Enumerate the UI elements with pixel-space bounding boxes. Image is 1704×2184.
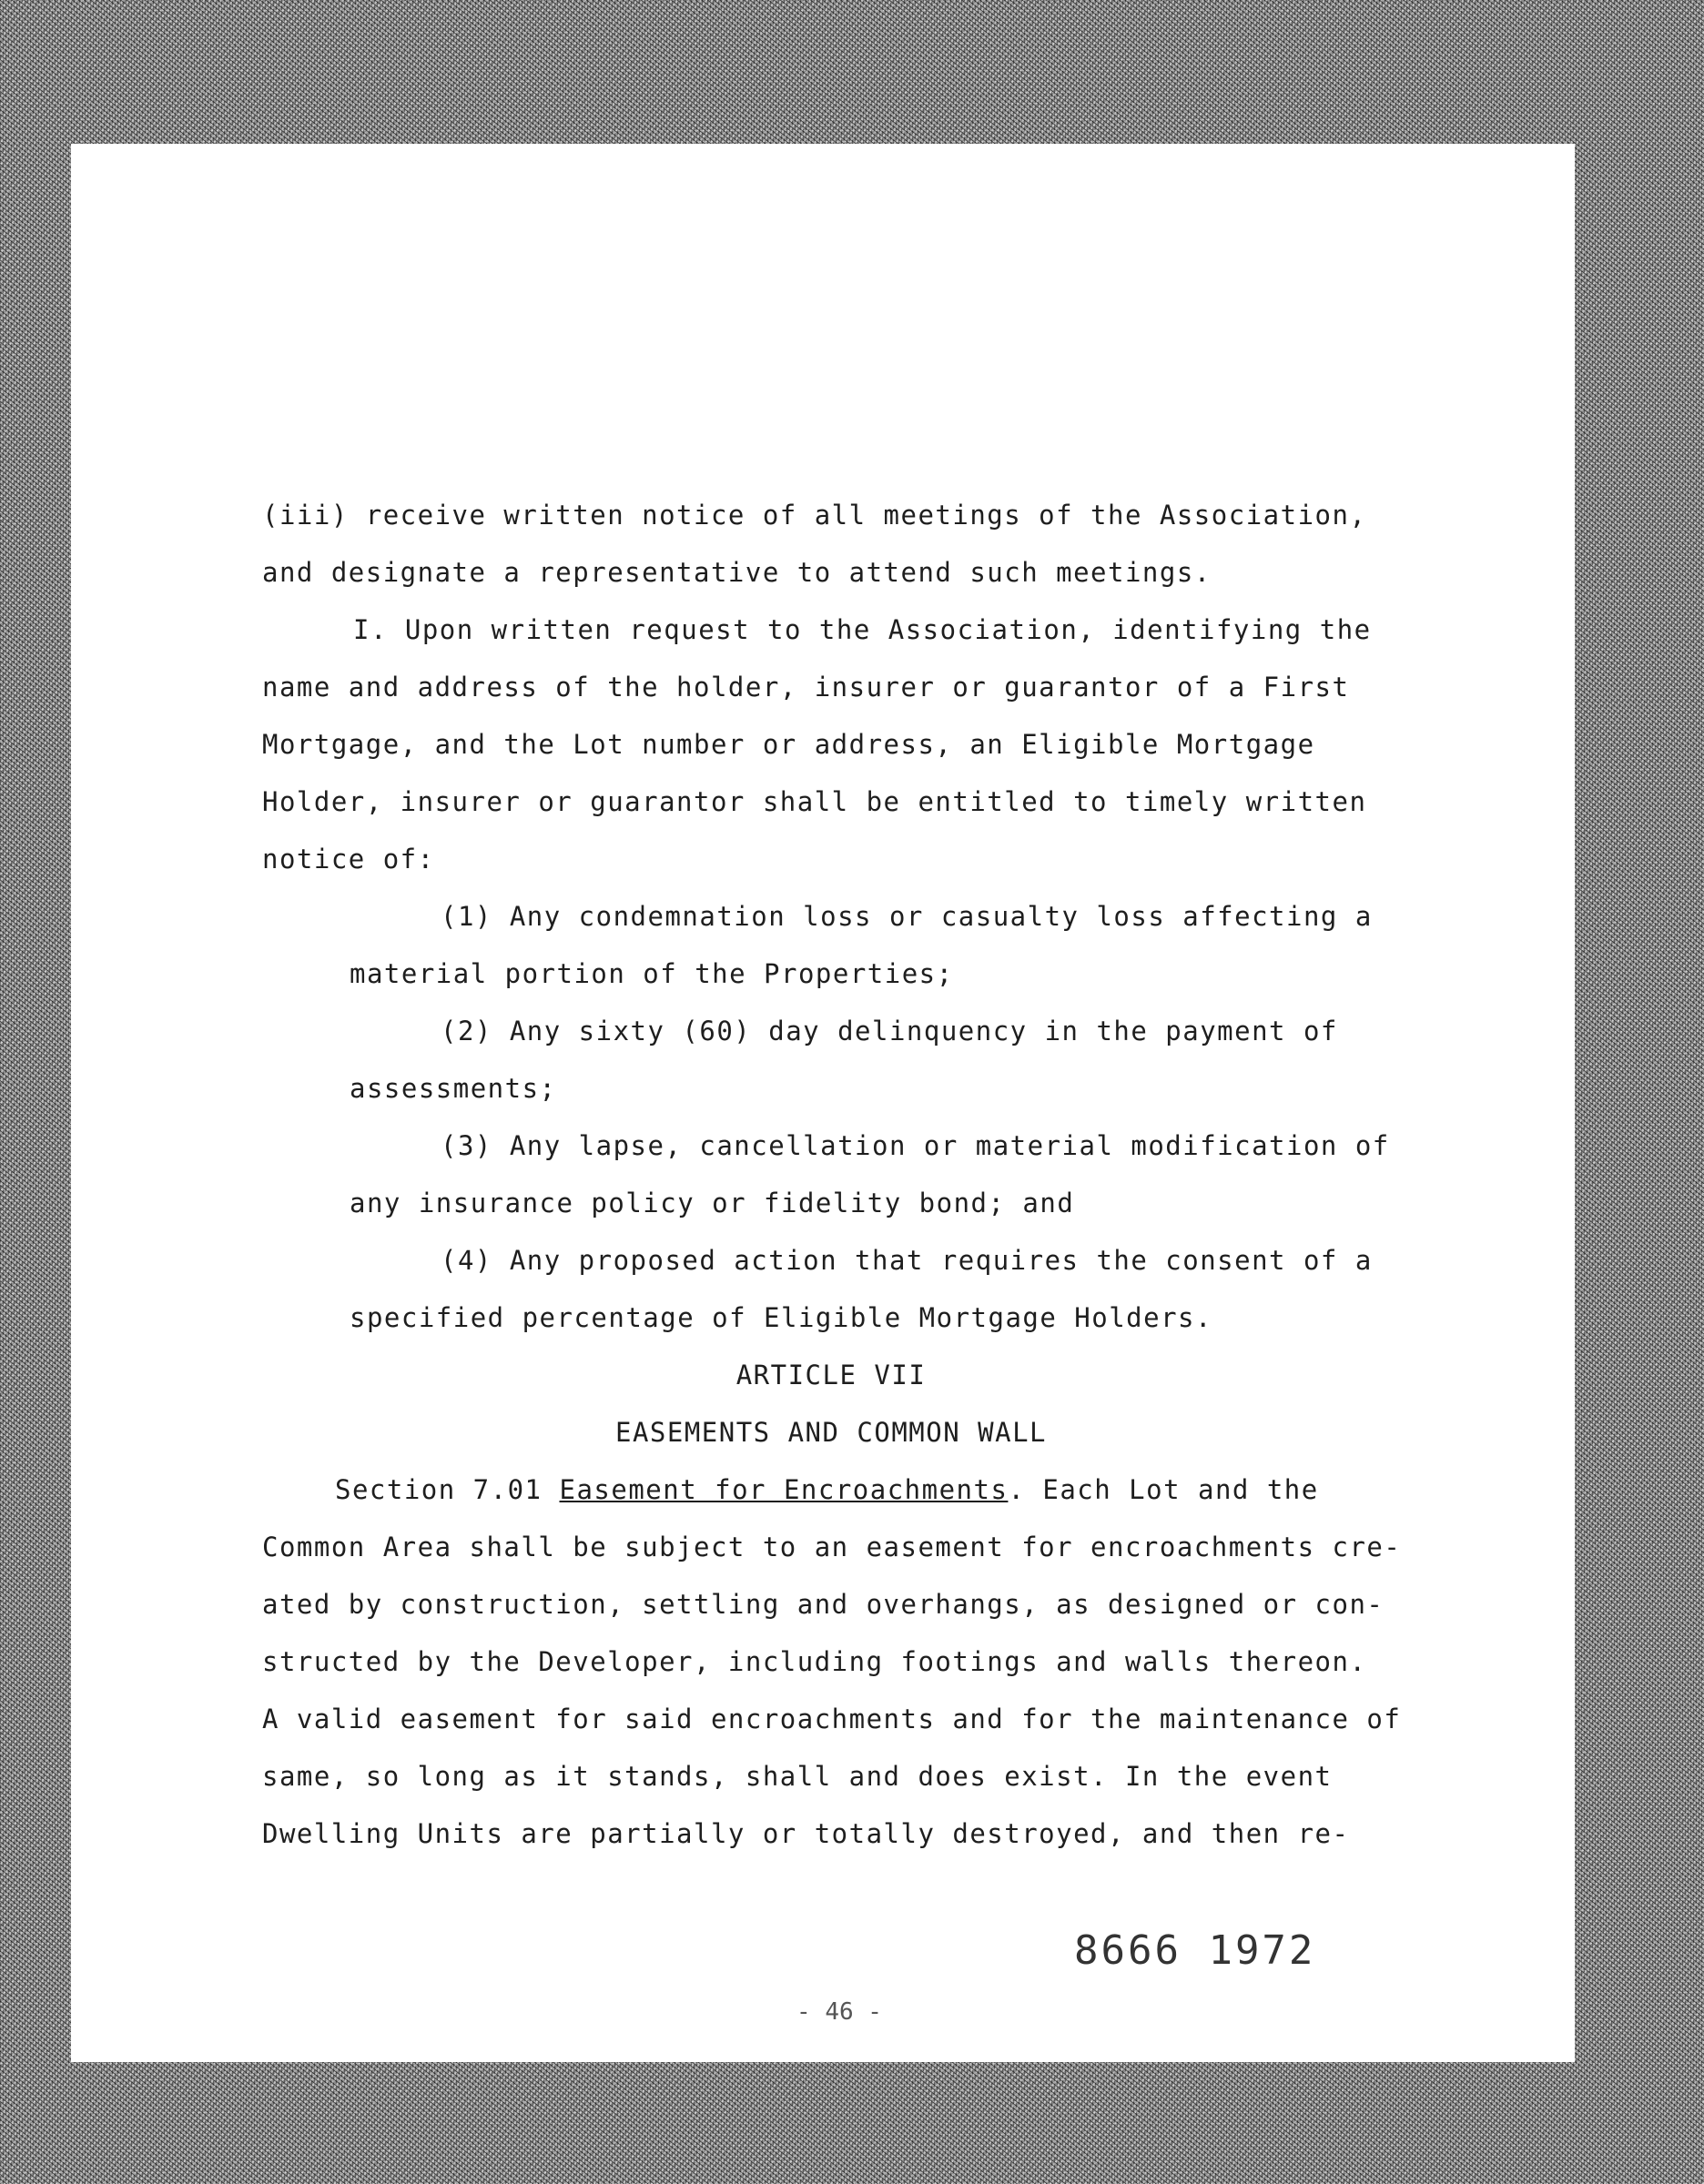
list-item-continuation: specified percentage of Eligible Mortgage Holders. xyxy=(350,1302,1212,1333)
document-body xyxy=(262,487,1473,1863)
page-number: - 46 - xyxy=(796,1998,882,2026)
article-title: ARTICLE VII xyxy=(735,1360,927,1390)
body-line: Holder, insurer or guarantor shall be entitled to timely written xyxy=(262,786,1367,817)
list-item-2: (2) Any sixty (60) day delinquency in the payment of xyxy=(441,1016,1338,1046)
list-item-3: (3) Any lapse, cancellation or material modification of xyxy=(441,1130,1390,1161)
body-line: and designate a representative to attend such meetings. xyxy=(262,557,1212,588)
body-line: Dwelling Units are partially or totally destroyed, and then re- xyxy=(262,1818,1350,1849)
list-item-continuation: any insurance policy or fidelity bond; and xyxy=(350,1188,1075,1218)
body-line: Common Area shall be subject to an easement for encroachments cre- xyxy=(262,1532,1402,1562)
body-line: ated by construction, settling and overhangs, as designed or con- xyxy=(262,1589,1384,1620)
section-heading: Easement for Encroachments xyxy=(559,1474,1009,1505)
section-text: . Each Lot and the xyxy=(1008,1474,1319,1505)
paragraph-start: I. Upon written request to the Association, identifying the xyxy=(353,614,1372,645)
body-line: structed by the Developer, including footings and walls thereon. xyxy=(262,1646,1367,1677)
list-item-1: (1) Any condemnation loss or casualty loss affecting a xyxy=(441,901,1373,932)
section-heading-line xyxy=(262,1461,1473,1519)
article-subtitle: EASEMENTS AND COMMON WALL xyxy=(615,1417,1047,1448)
body-line: Mortgage, and the Lot number or address, an Eligible Mortgage xyxy=(262,729,1315,760)
list-item-4: (4) Any proposed action that requires the consent of a xyxy=(441,1245,1373,1276)
section-number: Section 7.01 xyxy=(335,1474,560,1505)
recording-number: 8666 1972 xyxy=(1074,1927,1316,1974)
body-line: (iii) receive written notice of all meetings of the Association, xyxy=(262,500,1367,531)
list-item-continuation: assessments; xyxy=(350,1073,557,1104)
list-item-continuation: material portion of the Properties; xyxy=(350,958,954,989)
body-line: same, so long as it stands, shall and does exist. In the event xyxy=(262,1761,1333,1792)
body-line: notice of: xyxy=(262,844,435,875)
body-line: A valid easement for said encroachments and for the maintenance of xyxy=(262,1704,1402,1734)
body-line: name and address of the holder, insurer or guarantor of a First xyxy=(262,672,1350,703)
